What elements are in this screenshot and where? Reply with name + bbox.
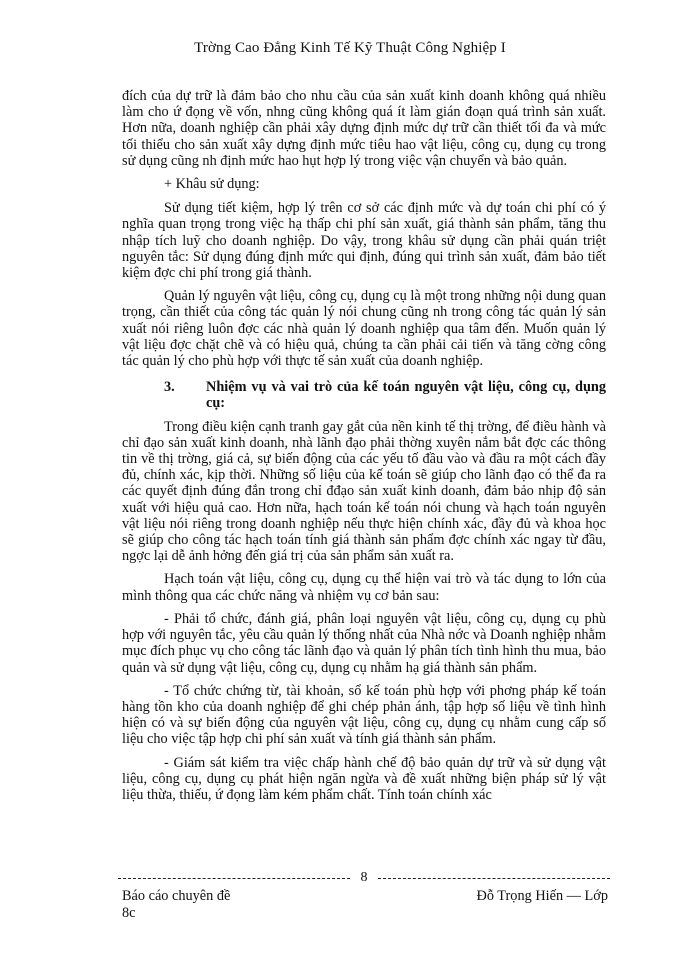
list-item-supervision: - Giám sát kiểm tra việc chấp hành chế độ bảo quản dự trữ và sử dụng vật liệu, công cụ, dụng cụ phát hiện ngăn ngừa và đề xuất những biện pháp sử lý vật liệu thừa, thiếu, ứ đọng làm kém phẩm chất. Tính toán chính xác — [122, 754, 606, 803]
paragraph-management: Quản lý nguyên vật liệu, công cụ, dụng cụ là một trong những nội dung quan trọng, cần thiết của công tác quản lý nói chung cũng nh trong công tác quản lý sản xuất nói riêng luôn đợc các nhà quản lý doanh nghiệp qua tâm đến. Muốn quản lý vật liệu đợc chặt chẽ và có hiệu quả, chúng ta cần phải cải tiến và tăng cờng công tác quản lý cho phù hợp với thực tế sản xuất của doanh nghiệp. — [122, 288, 606, 370]
paragraph-competition: Trong điều kiện cạnh tranh gay gắt của nền kinh tế thị trờng, để điều hành và chỉ đạo sản xuất kinh doanh, nhà lãnh đạo phải thờng xuyên nắm bắt đợc các thông tin về thị trờng, giá cả, sự biến động của các yếu tố đầu vào và đầu ra một cách đầy đủ, chính xác, kịp thời. Những số liệu của kế toán sẽ giúp cho lãnh đạo có thể đa ra các quyết định đúng đắn trong chỉ đđạo sản xuất kinh doanh, đảm bảo nhịp độ sản xuất với hiệu quả cao. Hơn nữa, hạch toán kế toán nói chung và hạch toán nguyên vật liệu nói riêng trong doanh nghiệp nếu thực hiện chính xác, đầy đủ và khoa học sẽ giúp cho công tác hạch toán tính giá thành sản phẩm đợc chính xác ngay từ đầu, ngợc lại dễ ảnh hởng đến giá trị của sản phẩm sản xuất ra. — [122, 418, 606, 565]
list-item-classification: - Phải tổ chức, đánh giá, phân loại nguyên vật liệu, công cụ, dụng cụ phù hợp với nguyên tắc, yêu cầu quản lý thống nhất của Nhà nớc và Doanh nghiệp nhằm mục đích phục vụ cho công tác lãnh đạo và quản lý phân tích tình hình thu mua, bảo quản và sử dụng vật liệu, công cụ, dụng cụ nhằm hạ giá thành sản phẩm. — [122, 610, 606, 676]
document-body — [122, 88, 606, 810]
usage-stage-heading: + Khâu sử dụng: — [164, 176, 260, 193]
section-heading — [122, 379, 606, 411]
page-header: Trờng Cao Đẳng Kinh Tế Kỹ Thuật Công Nghiệp I — [194, 40, 506, 56]
footer-divider — [118, 870, 610, 886]
paragraph-reserve-purpose: đích của dự trữ là đảm bảo cho nhu cầu của sản xuất kinh doanh không quá nhiều làm cho ứ đọng về vốn, nhng cũng không quá ít làm gián đoạn quá trình sản xuất. Hơn nữa, doanh nghiệp cần phải xây dựng định mức dự trữ cần thiết tối đa và mức tối thiểu cho sản xuất xây dựng định mức tiêu hao vật liệu, công cụ, dụng cụ trong sử dụng cũng nh định mức hao hụt hợp lý trong việc vận chuyển và bảo quản. — [122, 88, 606, 169]
list-item-records: - Tổ chức chứng từ, tài khoản, sổ kế toán phù hợp với phơng pháp kế toán hàng tồn kho của doanh nghiệp để ghi chép phản ánh, tập hợp số liệu về tình hình hiện có và sự biến động của nguyên vật liệu, công cụ, dụng cụ nhằm cung cấp số liệu cho việc tập hợp chi phí sản xuất và tính giá thành sản phẩm. — [122, 682, 606, 748]
footer-report-title — [122, 888, 272, 922]
page-number: 8 — [360, 870, 368, 885]
paragraph-accounting-role: Hạch toán vật liệu, công cụ, dụng cụ thể hiện vai trò và tác dụng to lớn của mình thông qua các chức năng và nhiệm vụ cơ bản sau: — [122, 571, 606, 604]
section-title: Nhiệm vụ và vai trò của kế toán nguyên vật liệu, công cụ, dụng cụ: — [206, 379, 606, 412]
paragraph-usage: Sử dụng tiết kiệm, hợp lý trên cơ sở các định mức và dự toán chi phí có ý nghĩa quan trọng trong việc hạ thấp chi phí sản xuất, giá thành sản phẩm, tăng thu nhập tích luỹ cho doanh nghiệp. Do vậy, trong khâu sử dụng cần phải quán triệt nguyên tắc: Sử dụng đúng định mức qui định, đúng qui trình sản xuất, đảm bảo tiết kiệm đợc chi phí trong giá thành. — [122, 200, 606, 282]
section-number: 3. — [164, 379, 175, 396]
footer-author: Đỗ Trọng Hiến — Lớp — [476, 888, 608, 904]
footer-report-label: Báo cáo chuyên đề — [122, 888, 231, 904]
footer-class-code: 8c — [122, 905, 136, 921]
footer-dash-right — [378, 878, 610, 879]
